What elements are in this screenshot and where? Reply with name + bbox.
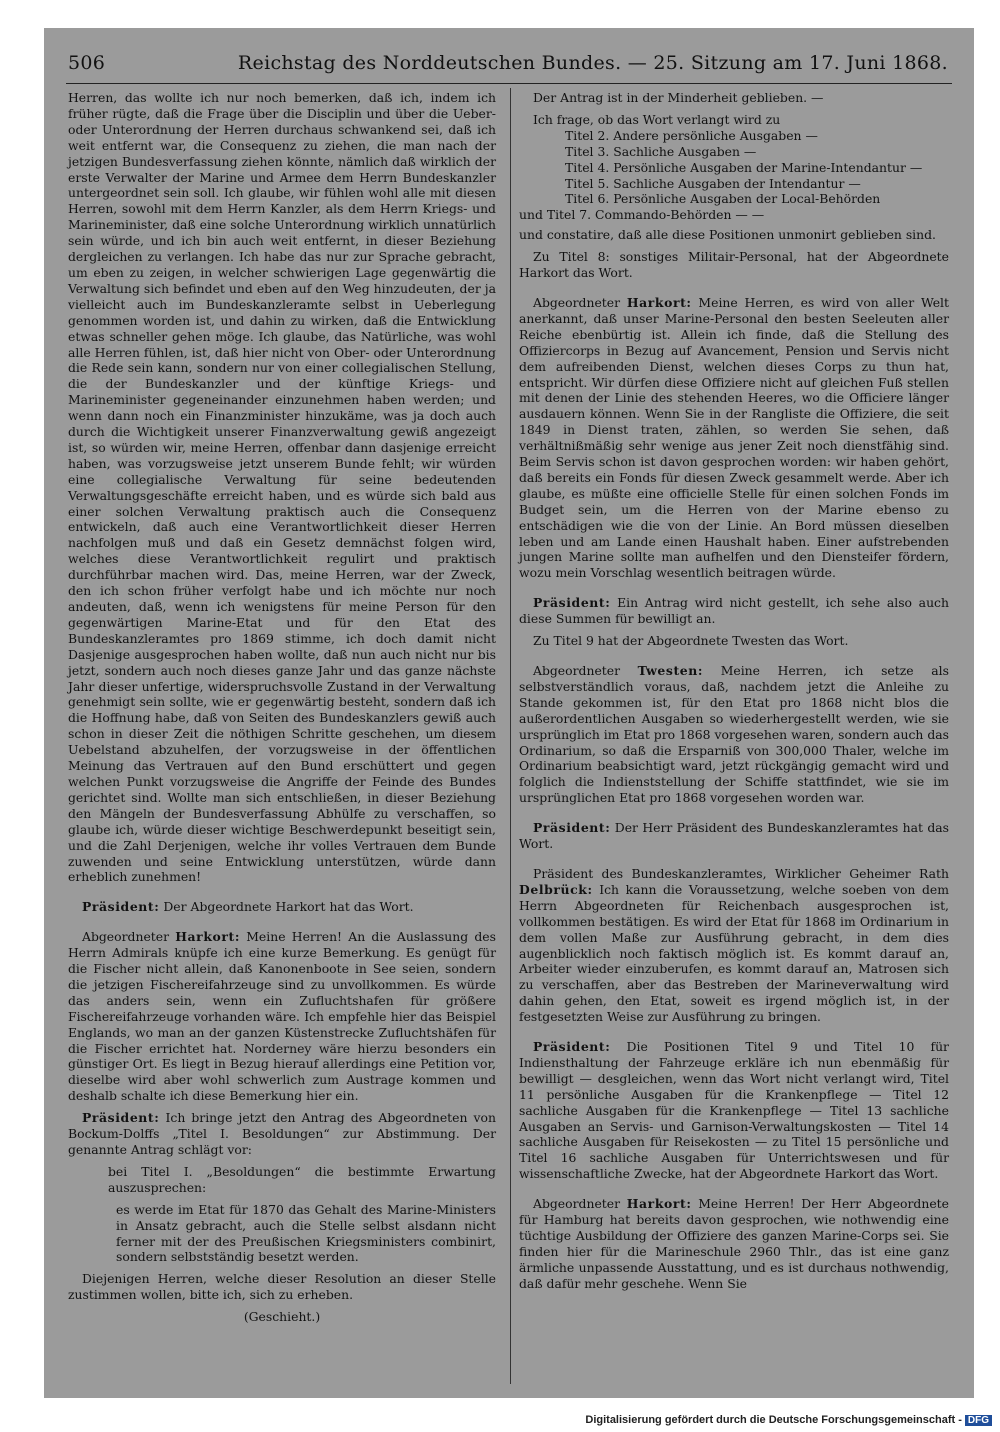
speaker-title: Abgeordneter [533, 294, 621, 310]
paragraph [519, 866, 949, 1025]
remark: (Geschieht.) [243, 1309, 321, 1325]
paragraph: und constatire, daß alle diese Positionen unmonirt geblieben sind. [519, 227, 936, 243]
left-column [68, 90, 496, 1331]
paragraph [68, 1110, 496, 1158]
running-title: Reichstag des Norddeutschen Bundes. — 25. Sitzung am 17. Juni 1868. [237, 52, 948, 74]
list-item: Titel 4. Persönliche Ausgaben der Marine-Intendantur — [565, 159, 923, 175]
resolution-intro: bei Titel I. „Besoldungen“ die bestimmte Erwartung auszusprechen: [108, 1163, 496, 1195]
paragraph: Diejenigen Herren, welche dieser Resolution an dieser Stelle zustimmen wollen, bitte ich, sich zu erheben. [68, 1271, 496, 1303]
footer-text: Digitalisierung gefördert durch die Deutsche Forschungsgemeinschaft - [585, 1414, 962, 1426]
speech: Der Abgeordnete Harkort hat das Wort. [163, 899, 414, 915]
list-item: und Titel 7. Commando-Behörden — — [519, 207, 765, 223]
speech: Ich bringe jetzt den Antrag des Abgeordneten von Bockum-Dolffs „Titel I. Besoldungen“ zur Abstimmung. Der genannte Antrag schlägt vor: [68, 1110, 496, 1157]
list-item: Titel 6. Persönliche Ausgaben der Local-Behörden [565, 191, 881, 207]
speaker-title: Präsident des Bundeskanzleramtes, Wirklicher Geheimer Rath [533, 865, 949, 881]
list-item: Titel 2. Andere persönliche Ausgaben — [565, 127, 818, 143]
dfg-logo: DFG [965, 1415, 992, 1426]
speech: Meine Herren, es wird von aller Welt anerkannt, daß unser Marine-Personal den besten Seeleuten aller Reiche ebenbürtig ist. Allein ich finde, daß die Stellung des Offiziercorps in Bezug auf Avancement, Pension und Servis nicht dem aufreibenden Dienst, welchen dieses Corps zu thun hat, entspricht. Wir dürfen diese Offiziere nicht auf gleichen Fuß stellen mit denen der Linie des stehenden Heeres, wo die Officiere länger ausdauern können. Wenn Sie in der Rangliste die Offiziere, die seit 1849 in Dienst traten, zählen, so werden Sie sehen, daß verhältnißmäßig sehr wenige aus jener Zeit noch dienstfähig sind. Beim Servis schon ist davon gesprochen worden: wir haben gehört, daß bereits ein Fonds für diesen Zweck gesammelt werde. Aber ich glaube, es müßte eine officielle Stelle für einen solchen Fonds im Budget sein, um die Herren von der Marine ebenso zu entschädigen wie die von der Linie. An Bord müssen dieselben leben und am Lande einen Haushalt haben. Einer aufstrebenden jungen Marine sollte man aufhelfen und den Diensteifer fördern, wozu mein Vorschlag wesentlich beitragen würde. [519, 294, 949, 581]
speaker-title: Abgeordneter [533, 1196, 621, 1212]
paragraph: Der Antrag ist in der Minderheit geblieben. — [533, 90, 824, 105]
paragraph [519, 820, 949, 852]
speaker: Harkort: [626, 1196, 692, 1212]
speech: Meine Herren, ich setze als selbstverständlich voraus, daß, nachdem jetzt die Anleihe zu Stande gekommen ist, für den Etat pro 1868 nicht blos die außerordentlichen Ausgaben so wiederhergestellt werden, wie sie ursprünglich im Etat pro 1868 vorgesehen waren, sondern auch das Ordinarium, so daß die Ersparniß von 300,000 Thaler, welche im Ordinarium beabsichtigt ward, jetzt rückgängig gemacht wird und folglich die Indienststellung der Schiffe stattfindet, wie sie im ursprünglichen Etat pro 1868 vorgesehen worden war. [519, 663, 949, 806]
paragraph [68, 899, 496, 915]
column-divider [510, 88, 511, 1384]
paragraph [519, 295, 949, 581]
resolution-text: es werde im Etat für 1870 das Gehalt des Marine-Ministers in Ansatz gebracht, auch die Stelle selbst alsdann nicht ferner mit der des Preußischen Kriegsministers combinirt, sondern selbstständig besetzt werden. [116, 1201, 496, 1265]
speaker: Harkort: [626, 294, 692, 310]
paragraph [519, 663, 949, 806]
paragraph [519, 595, 949, 627]
right-column [519, 90, 949, 1298]
paragraph [68, 929, 496, 1104]
paragraph: Herren, das wollte ich nur noch bemerken, daß ich, indem ich früher rügte, daß die Frage über die Disciplin und über die Ueber- oder Unterordnung der Herren durchaus schwankend sei, daß ich weit entfernt war, die Consequenz zu ziehen, die man nach der jetzigen Bundesverfassung ziehen könnte, nämlich daß wirklich der erste Verwalter der Marine und Armee dem Herrn Bundeskanzler untergeordnet sein soll. Ich glaube, wir fühlen wohl alle mit diesen Herren, sowohl mit dem Herrn Kanzler, als dem Herrn Kriegs- und Marineminister, daß eine solche Unterordnung wirklich unnatürlich sein würde, und ich bin auch weit entfernt, in dieser Beziehung dergleichen zu verlangen. Ich habe das nur zur Sprache gebracht, um eben zu zeigen, in welcher schwierigen Lage gegenwärtig die Verwaltung sich befindet und eben auf den Weg hinzudeuten, der ja vielleicht auch im Bundeskanzleramte selbst in Ueberlegung genommen worden ist, und dahin zu wirken, daß die Entwicklung etwas schneller gehen möge. Ich glaube, das Natürliche, was wohl alle Herren fühlen, ist, daß hier nicht von Ober- oder Unterordnung die Rede sein kann, sondern nur von einer collegialischen Stellung, die der Bundeskanzler und der künftige Kriegs- und Marineminister gegeneinander einzunehmen haben werden; und wenn dann noch ein Finanzminister hinzukäme, was ja doch auch durch die Wichtigkeit unserer Finanzverwaltung gewiß angezeigt ist, so würden wir, meine Herren, offenbar dann dasjenige erreicht haben, was vorzugsweise jetzt unserem Bunde fehlt; wir würden eine collegialische Verwaltung für seine bedeutenden Verwaltungsgeschäfte erreicht haben, und es würde sich bald aus einer solchen Verwaltung praktisch auch die Consequenz entwickeln, daß auch eine Verantwortlichkeit dieser Herren nachfolgen muß und daß ein Gesetz demnächst folgen wird, welches diese Verantwortlichkeit regulirt und praktisch durchführbar machen wird. Das, meine Herren, war der Zweck, den ich schon früher verfolgt habe und ich möchte nur noch andeuten, daß, wenn ich wenigstens für meine Person für den gegenwärtigen Marine-Etat und für den Etat des Bundeskanzleramtes pro 1869 stimme, ich doch damit nicht Dasjenige ausgesprochen haben wollte, daß nun auch nicht nur bis jetzt, sondern auch noch dieses ganze Jahr und das ganze nächste Jahr dieser unfertige, widerspruchsvolle Zustand in der Verwaltung genehmigt sein sollte, wie er gegenwärtig besteht, sondern daß ich die Hoffnung habe, daß von Seiten des Bundeskanzlers gewiß auch schon in dieser Zeit die nöthigen Schritte geschehen, um diesem Uebelstand abzuhelfen, der vorzugsweise in der öffentlichen Meinung das Vertrauen auf den Bund erschüttert und gegen welchen Punkt vorzugsweise die Angriffe der Feinde des Bundes gerichtet sind. Wollte man sich entschließen, in dieser Beziehung den Mängeln der Bundesverfassung Abhülfe zu verschaffen, so glaube ich, würde dieser wichtige Beschwerdepunkt beseitigt sein, und die Zahl Derjenigen, welche ihr volles Vertrauen dem Bunde zuwenden und seine Entwicklung unterstützen, würde dann erheblich zunehmen! [68, 90, 496, 885]
speaker-title: Abgeordneter [533, 663, 621, 678]
speaker-title: Abgeordneter [82, 929, 170, 945]
paragraph [519, 1196, 949, 1291]
speech: Der Herr Präsident des Bundeskanzleramtes hat das Wort. [519, 820, 949, 852]
header-rule [66, 83, 952, 84]
paragraph: Ich frage, ob das Wort verlangt wird zu [533, 111, 781, 127]
list-item: Titel 5. Sachliche Ausgaben der Intendantur — [565, 175, 861, 191]
paragraph: Zu Titel 9 hat der Abgeordnete Twesten das Wort. [533, 633, 849, 649]
speaker: Präsident: [82, 1110, 160, 1126]
list-item: Titel 3. Sachliche Ausgaben — [565, 143, 757, 159]
page-number: 506 [68, 52, 106, 74]
speaker: Präsident: [533, 595, 611, 611]
speaker: Präsident: [82, 899, 160, 915]
page-header [68, 50, 948, 84]
speech: Meine Herren! Der Herr Abgeordnete für Hamburg hat bereits davon gesprochen, wie nothwendig eine tüchtige Ausbildung der Offiziere des ganzen Marine-Corps sei. Sie finden hier für die Marineschule 2960 Thlr., das ist eine ganz ärmliche unpassende Ausstattung, und es ist durchaus nothwendig, daß dafür mehr geschehe. Wenn Sie [519, 1196, 949, 1291]
speaker: Präsident: [533, 820, 611, 836]
scanned-page [44, 28, 974, 1398]
paragraph [519, 1039, 949, 1182]
speech: Meine Herren! An die Auslassung des Herrn Admirals knüpfe ich eine kurze Bemerkung. Es genügt für die Fischer nicht allein, daß Kanonenboote in See seien, sondern die jetzigen Fischereifahrzeuge sind zu unvollkommen. Es würde das anders sein, wenn ein Zufluchtshafen für größere Fischereifahrzeuge vorhanden wäre. Ich empfehle hier das Beispiel Englands, wo man an der ganzen Küstenstrecke Zufluchtshäfen für die Fischer errichtet hat. Norderney wäre hierzu besonders ein günstiger Ort. Es liegt in Bezug hierauf allerdings eine Petition vor, dieselbe wird aber wohl schwerlich zum Austrage kommen und deshalb schalte ich diese Bemerkung hier ein. [68, 929, 496, 1104]
speaker: Delbrück: [519, 881, 593, 897]
speech: Ich kann die Voraussetzung, welche soeben von dem Herrn Abgeordneten für Reichenbach ausgesprochen ist, vollkommen bestätigen. Es wird der Etat für 1868 im Ordinarium in dem vollen Maße zur Ausführung gebracht, in dem dies augenblicklich noch faktisch möglich ist. Es kommt darauf an, Arbeiter wieder einzuberufen, es kommt darauf an, Matrosen sich zu verschaffen, aber das Bestreben der Marineverwaltung wird dahin gehen, den Etat, soweit es irgend möglich ist, in der festgesetzten Weise zur Ausführung zu bringen. [519, 881, 949, 1025]
digitization-footer [560, 1414, 992, 1426]
speech: Ein Antrag wird nicht gestellt, ich sehe also auch diese Summen für bewilligt an. [519, 595, 949, 627]
speech: Die Positionen Titel 9 und Titel 10 für Indiensthaltung der Fahrzeuge erkläre ich nun ebenmäßig für bewilligt — desgleichen, wenn das Wort nicht verlangt wird, Titel 11 persönliche Ausgaben für die Krankenpflege — Titel 12 sachliche Ausgaben für die Krankenpflege — Titel 13 sachliche Ausgaben an Servis- und Garnison-Verwaltungskosten — Titel 14 sachliche Ausgaben für Reisekosten — zu Titel 15 persönliche und Titel 16 sachliche Ausgaben für Unterrichtswesen und für wissenschaftliche Zwecke, hat der Abgeordnete Harkort das Wort. [519, 1039, 949, 1182]
speaker: Harkort: [175, 929, 240, 945]
title-list [519, 128, 949, 223]
speaker: Präsident: [533, 1039, 611, 1055]
speaker: Twesten: [637, 663, 704, 678]
paragraph: Zu Titel 8: sonstiges Militair-Personal, hat der Abgeordnete Harkort das Wort. [519, 249, 949, 281]
